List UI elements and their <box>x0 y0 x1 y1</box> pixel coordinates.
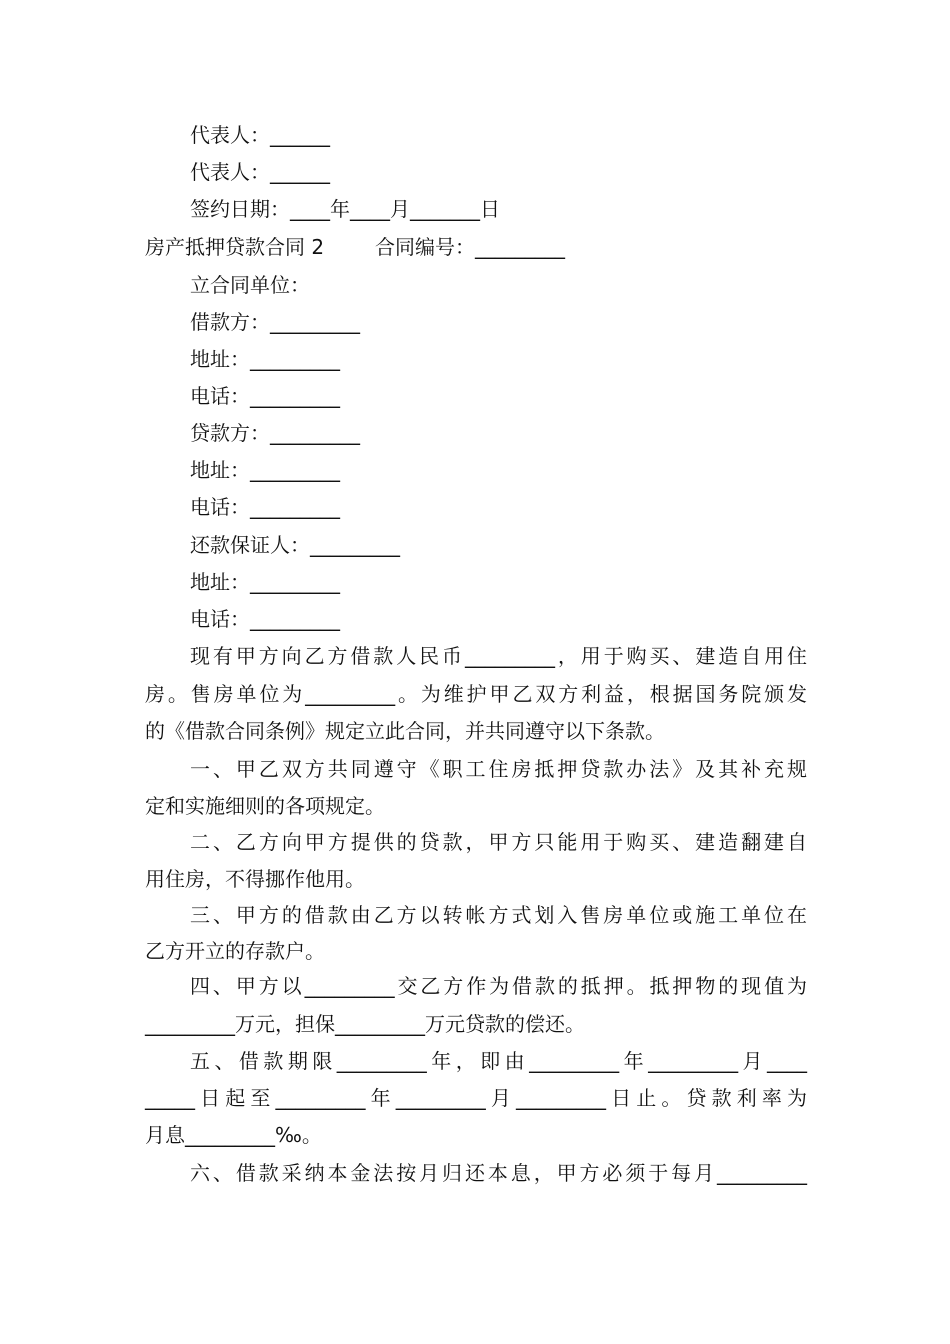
parties-heading: 立合同单位： <box>190 273 310 297</box>
clause-4-line-2: _________万元，担保_________万元贷款的偿还。 <box>145 1012 585 1036</box>
guarantor-phone-line: 电话：_________ <box>190 607 340 631</box>
guarantor-line: 还款保证人：_________ <box>190 533 400 557</box>
lender-line: 贷款方：_________ <box>190 421 360 445</box>
clause-5-line-3: 月息_________‰。 <box>145 1123 322 1147</box>
preamble-line-3: 的《借款合同条例》规定立此合同，并共同遵守以下条款。 <box>145 719 665 743</box>
signing-date-line: 签约日期：____年____月_______日 <box>190 197 500 221</box>
clause-3-line-2: 乙方开立的存款户。 <box>145 939 325 963</box>
clause-1-line-2: 定和实施细则的各项规定。 <box>145 794 385 818</box>
contract-title-line: 房产抵押贷款合同 2 合同编号：_________ <box>145 235 565 259</box>
clause-4-line-1: 四、甲方以_________交乙方作为借款的抵押。抵押物的现值为 <box>190 974 807 998</box>
clause-1-line-1: 一、甲乙双方共同遵守《职工住房抵押贷款办法》及其补充规 <box>190 757 807 781</box>
representative-line-2: 代表人：______ <box>190 160 330 184</box>
representative-line-1: 代表人：______ <box>190 123 330 147</box>
clause-6-line-1: 六、借款采纳本金法按月归还本息，甲方必须于每月_________ <box>190 1161 807 1185</box>
lender-phone-line: 电话：_________ <box>190 495 340 519</box>
clause-2-line-1: 二、乙方向甲方提供的贷款，甲方只能用于购买、建造翻建自 <box>190 830 807 854</box>
clause-2-line-2: 用住房，不得挪作他用。 <box>145 867 365 891</box>
guarantor-address-line: 地址：_________ <box>190 570 340 594</box>
clause-5-line-2: _____日起至_________年_________月_________日止。贷款利率为 <box>145 1086 807 1110</box>
borrower-address-line: 地址：_________ <box>190 347 340 371</box>
preamble-line-2: 房。售房单位为_________。为维护甲乙双方利益，根据国务院颁发 <box>145 682 807 706</box>
preamble-line-1: 现有甲方向乙方借款人民币_________，用于购买、建造自用住 <box>190 644 807 668</box>
borrower-line: 借款方：_________ <box>190 310 360 334</box>
lender-address-line: 地址：_________ <box>190 458 340 482</box>
clause-3-line-1: 三、甲方的借款由乙方以转帐方式划入售房单位或施工单位在 <box>190 903 807 927</box>
clause-5-line-1: 五、借款期限_________年，即由_________年_________月____ <box>190 1049 807 1073</box>
borrower-phone-line: 电话：_________ <box>190 384 340 408</box>
